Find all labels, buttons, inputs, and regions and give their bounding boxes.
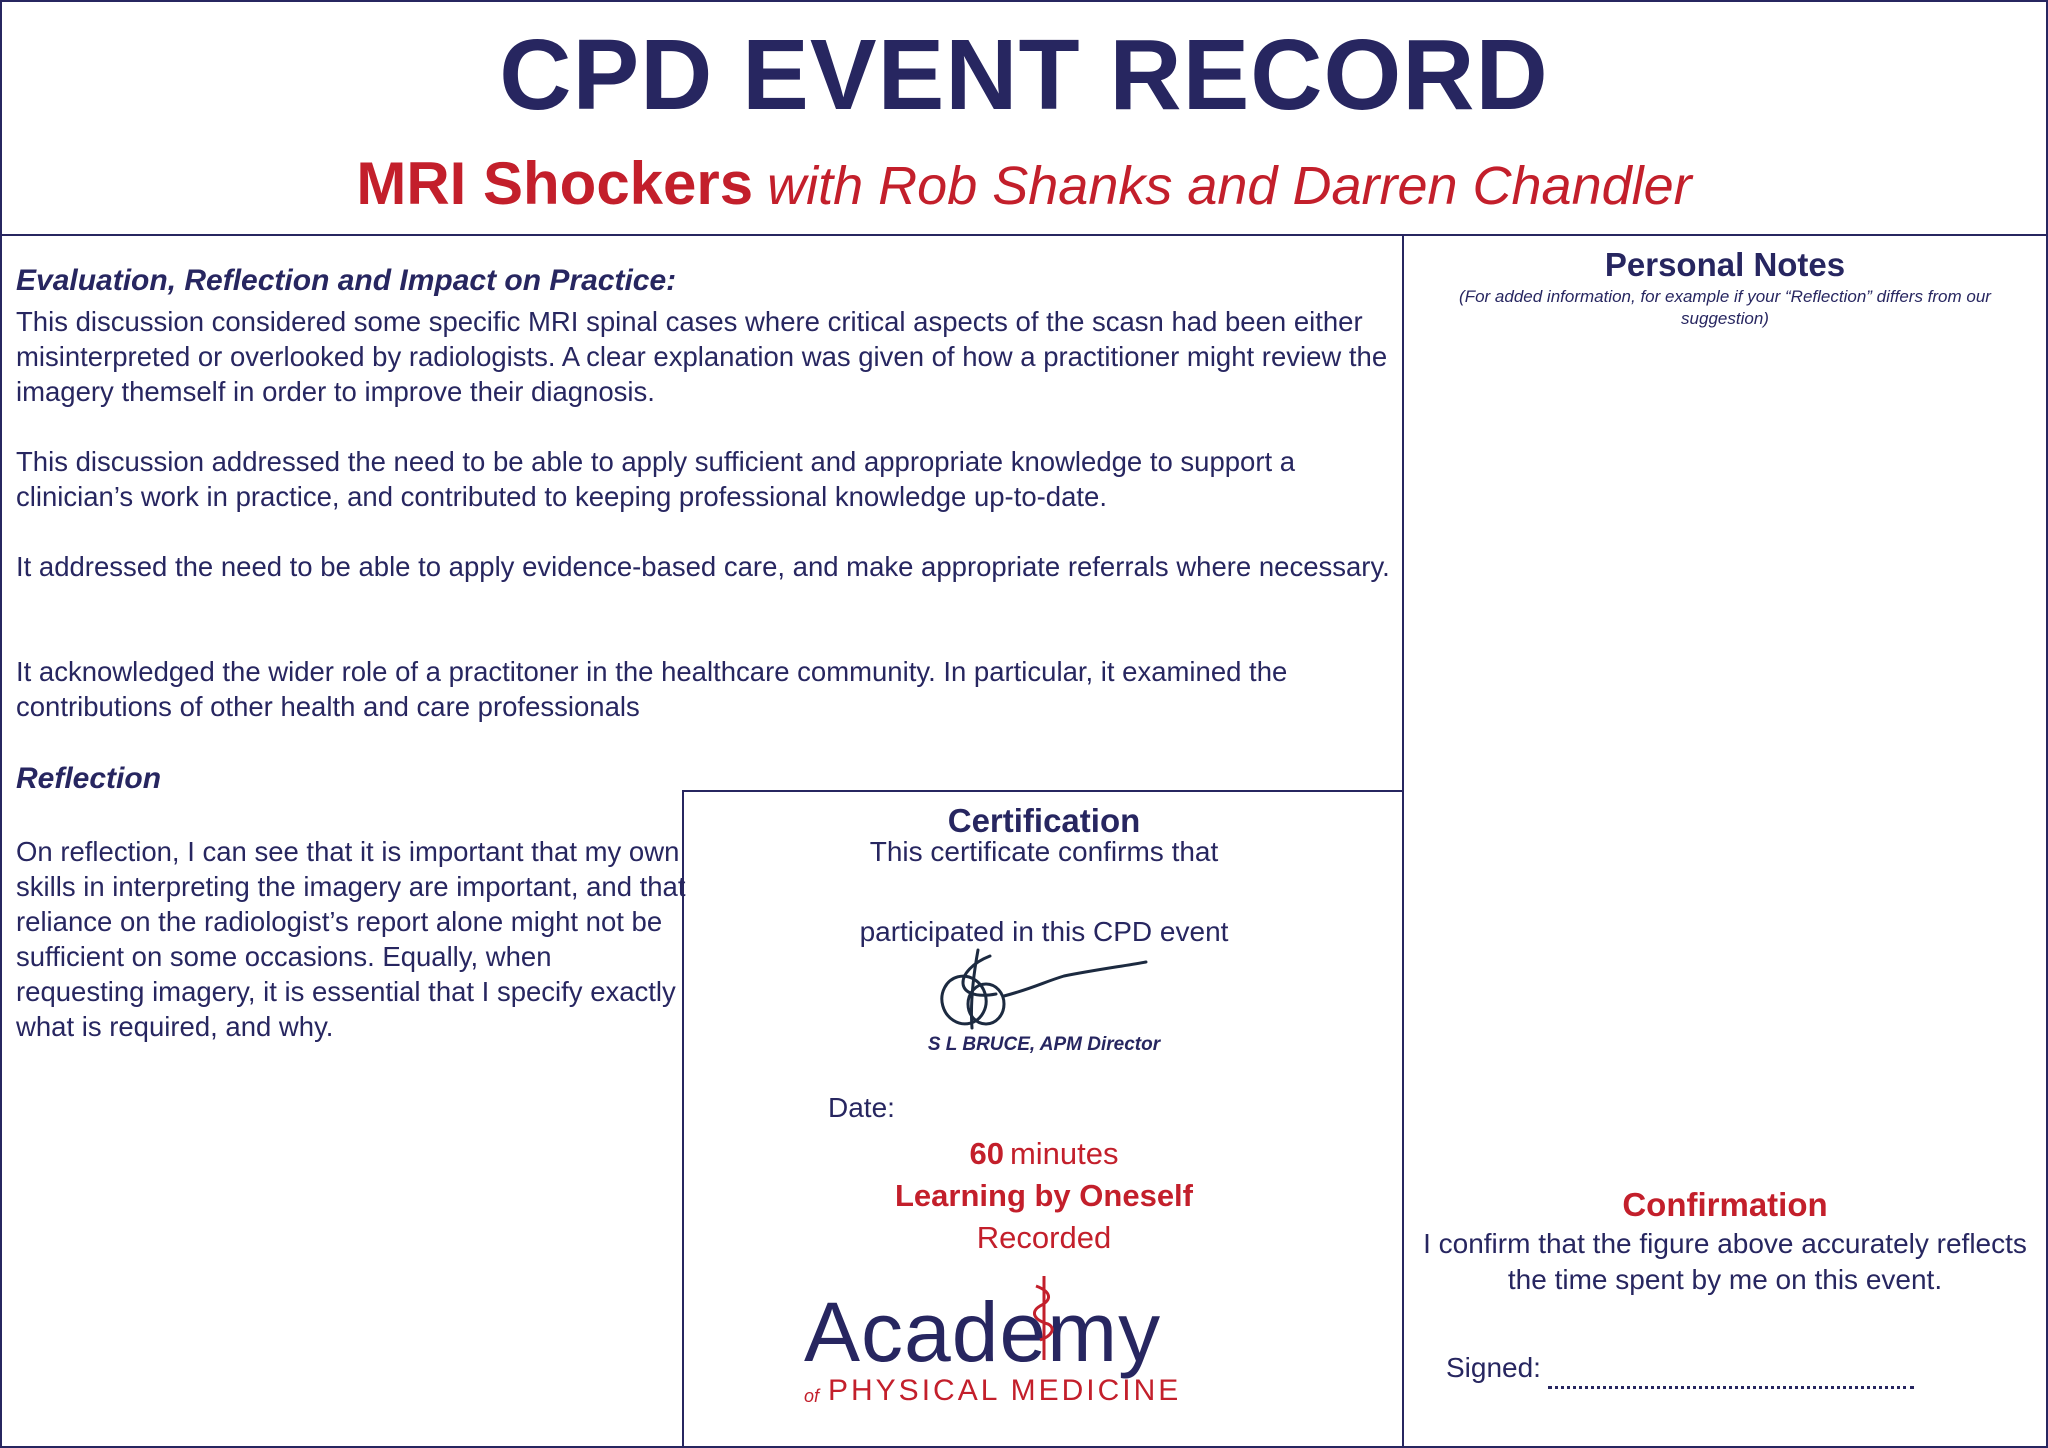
logo-of: of: [804, 1386, 820, 1406]
evaluation-paragraph-2: This discussion addressed the need to be able to apply sufficient and appropriate knowledge to support a clinician’s work in practice, and contributed to keeping professional knowledge up-to-date.: [16, 446, 1296, 512]
logo-wordmark: Academy: [804, 1285, 1162, 1379]
reflection-text: On reflection, I can see that it is important that my own skills in interpreting the imagery are important, and that reliance on the radiologist’s report alone might not be sufficient on some occasions. Equally, when requesting imagery, it is essential that I specify exactly what is required, and why.: [16, 836, 686, 1042]
certification-box: [682, 790, 1404, 1448]
page-title: CPD EVENT RECORD: [499, 19, 1549, 131]
minutes-value: 60: [969, 1136, 1004, 1171]
certificate-confirms-text: This certificate confirms that: [869, 836, 1219, 867]
evaluation-paragraph-4: It acknowledged the wider role of a practitoner in the healthcare community. In particular, it examined the contributions of other health and care professionals: [16, 656, 1288, 722]
confirmation-title: Confirmation: [1622, 1186, 1828, 1223]
date-label: Date:: [828, 1092, 895, 1123]
signatory-name: S L BRUCE, APM Director: [927, 1034, 1161, 1055]
presenters: with Rob Shanks and Darren Chandler: [767, 156, 1692, 216]
course-name: MRI Shockers: [356, 150, 754, 217]
evaluation-paragraph-1: This discussion considered some specific MRI spinal cases where critical aspects of the scasn had been either misinterpreted or overlooked by radiologists. A clear explanation was given of how a practitioner might review the imagery themself in order to improve their diagnosis.: [16, 306, 1388, 407]
evaluation-heading: Evaluation, Reflection and Impact on Practice:: [16, 264, 677, 297]
logo-subtitle: PHYSICAL MEDICINE: [828, 1374, 1182, 1407]
participated-text: participated in this CPD event: [859, 916, 1229, 947]
academy-logo: [804, 1282, 1264, 1412]
confirmation-text: I confirm that the figure above accurately reflects the time spent by me on this event.: [1423, 1228, 2027, 1295]
personal-notes-hint: (For added information, for example if your “Reflection” differs from our suggestion): [1459, 287, 1991, 328]
certification-title: Certification: [947, 802, 1141, 839]
signed-label: Signed:: [1446, 1352, 1541, 1383]
header: [2, 2, 2046, 236]
event-subtitle: [2, 148, 2046, 222]
caduceus-icon: [1026, 1276, 1062, 1360]
record-status: Recorded: [976, 1220, 1112, 1255]
personal-notes-title: Personal Notes: [1604, 246, 1846, 283]
minutes-label: minutes: [1009, 1136, 1119, 1171]
signature-line[interactable]: [1548, 1386, 1914, 1389]
evaluation-paragraph-3: It addressed the need to be able to apply evidence-based care, and make appropriate referrals where necessary.: [16, 551, 1390, 582]
cpd-minutes: [684, 1136, 1404, 1172]
reflection-heading: Reflection: [16, 762, 162, 795]
learning-type: Learning by Oneself: [894, 1178, 1193, 1213]
director-signature: [894, 942, 1154, 1032]
